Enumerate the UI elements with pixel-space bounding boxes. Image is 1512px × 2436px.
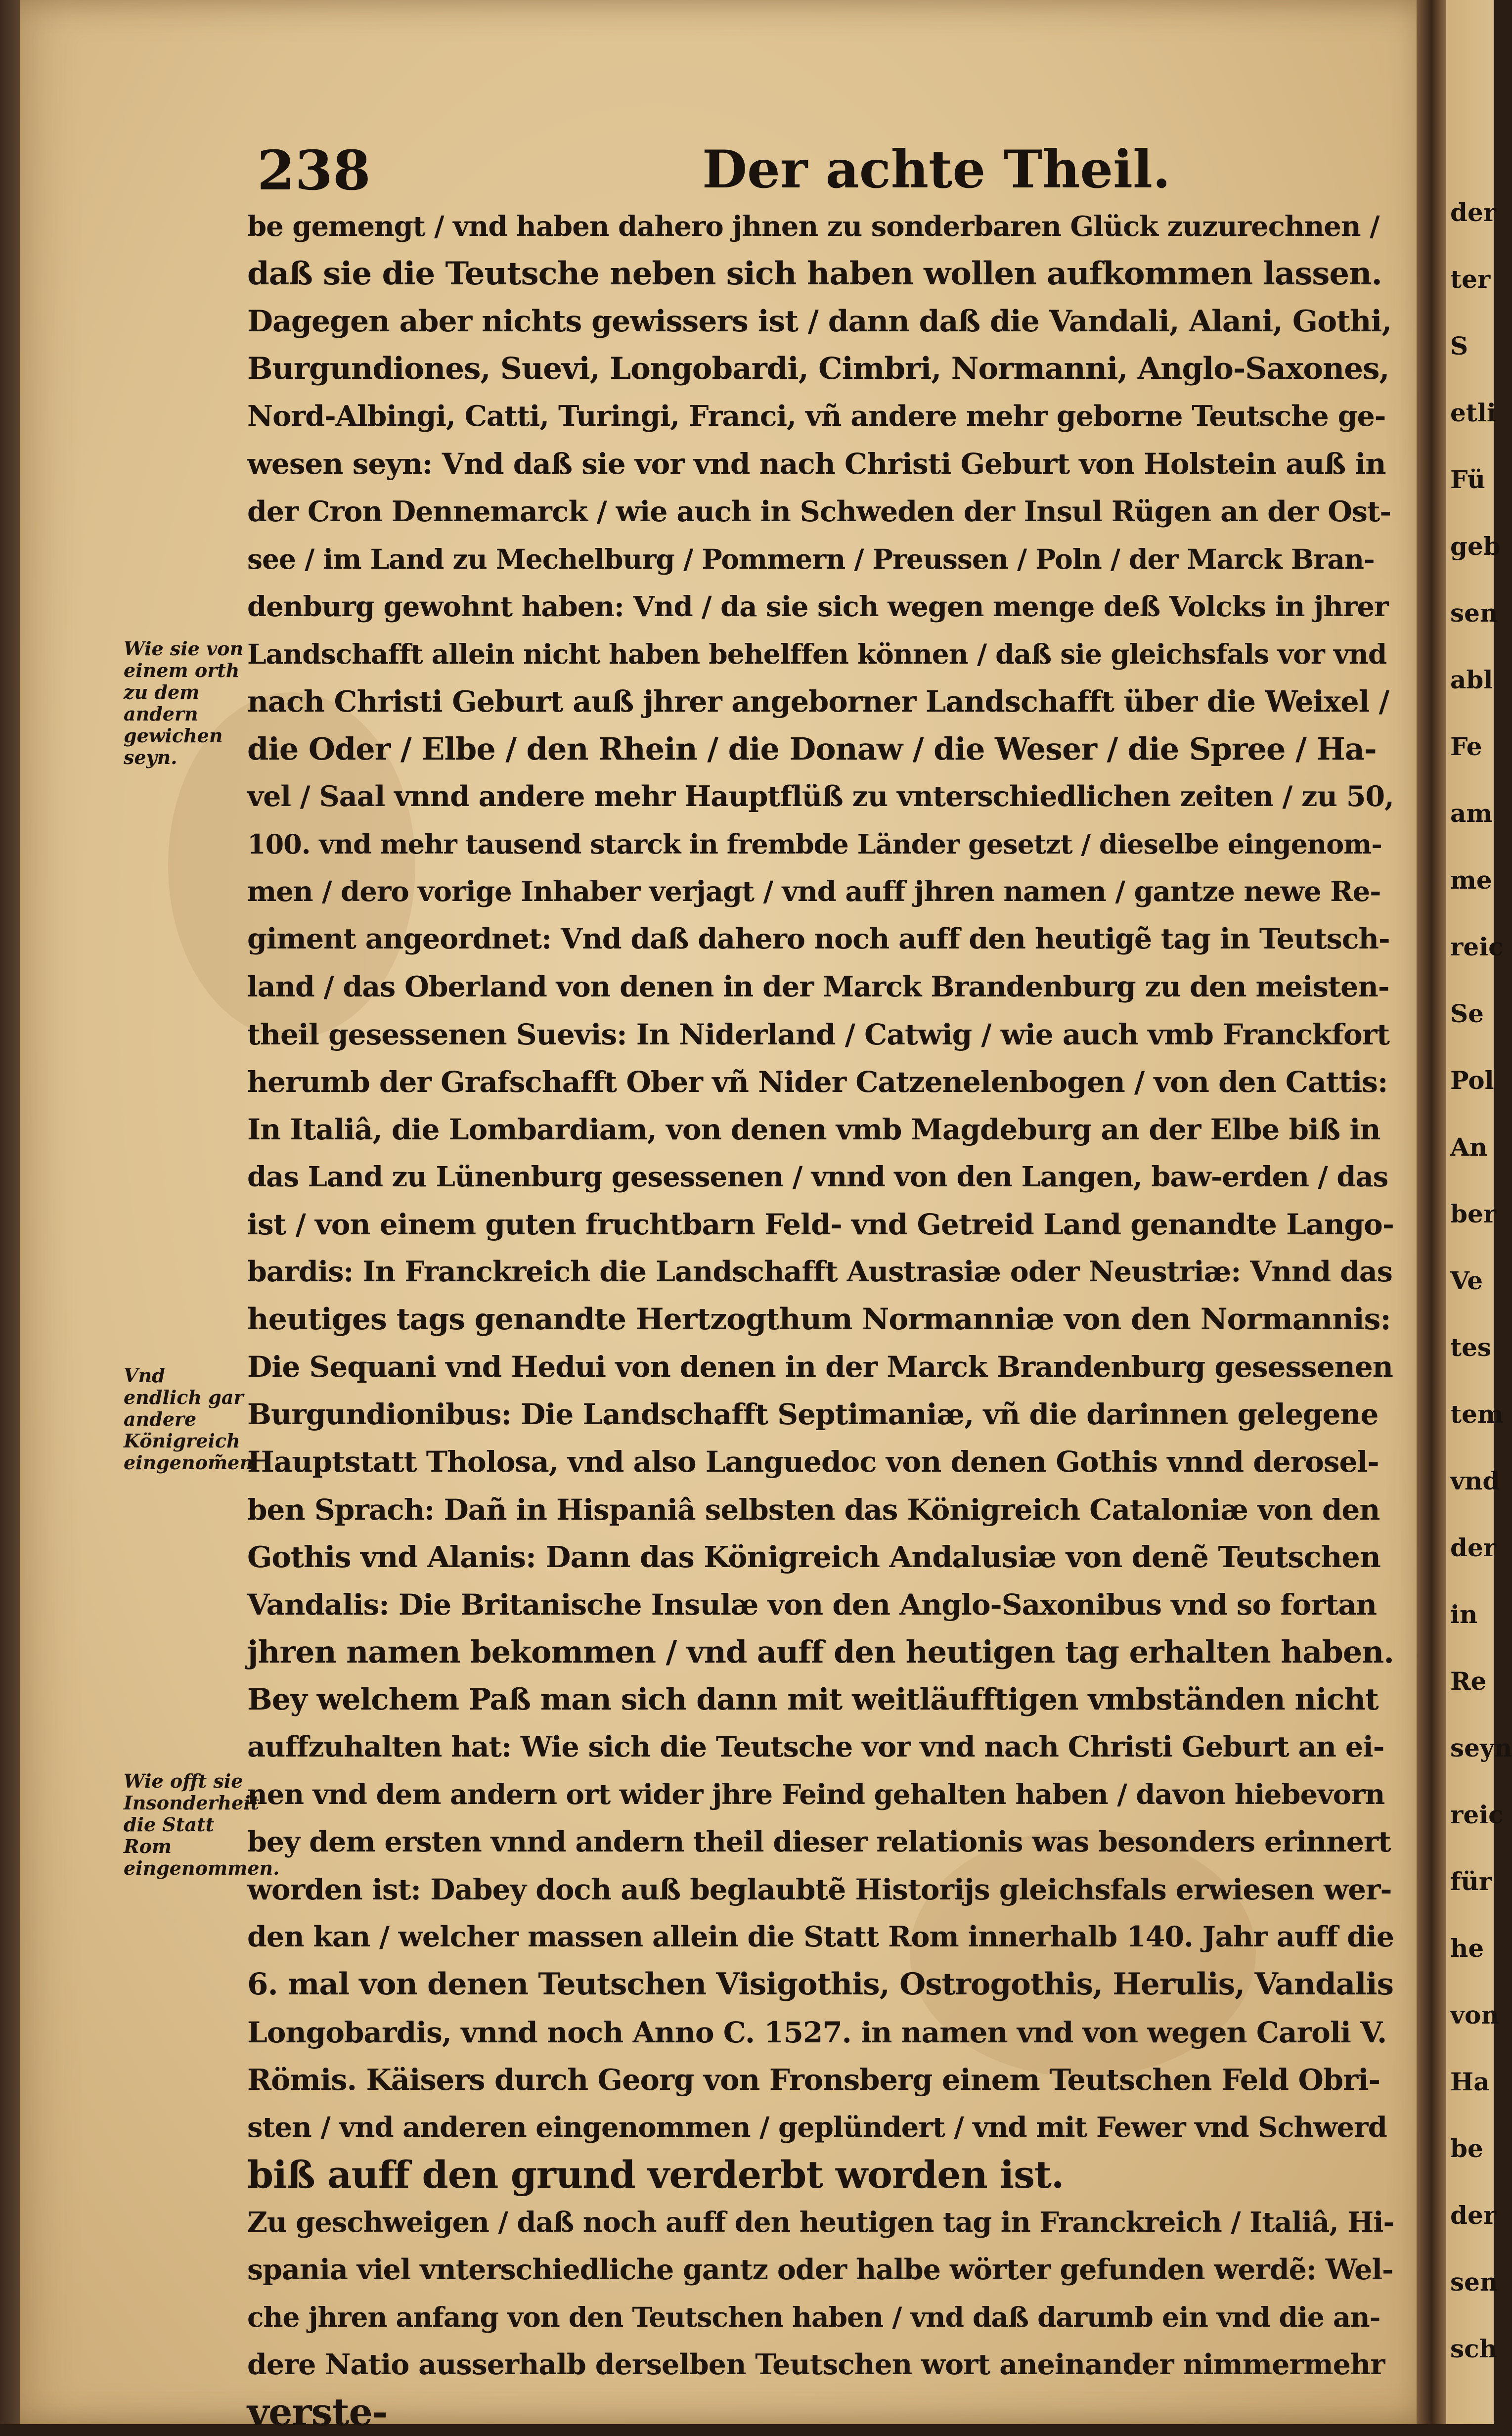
- text-line: bey dem ersten vnnd andern theil dieser relationis was besonders erinnert: [247, 1825, 1391, 1859]
- text-line: nen vnd dem andern ort wider jhre Feind gehalten haben / davon hiebevorn: [247, 1778, 1385, 1811]
- margin-note: Wie sie von einem orth zu dem andern gewichen seyn.: [124, 637, 244, 768]
- next-page-fragment: seyn: [1450, 1733, 1512, 1762]
- next-page-fragment: Re: [1450, 1667, 1487, 1696]
- text-line: Longobardis, vnnd noch Anno C. 1527. in namen vnd von wegen Caroli V.: [247, 2015, 1387, 2049]
- next-page-fragment: S: [1450, 331, 1468, 361]
- text-line: Die Sequani vnd Hedui von denen in der Marck Brandenburg gesessenen: [247, 1350, 1393, 1384]
- book-gutter: [1417, 0, 1446, 2424]
- next-page-fragment: ter: [1450, 265, 1491, 294]
- text-line: men / dero vorige Inhaber verjagt / vnd auff jhren namen / gantze newe Re-: [247, 875, 1381, 908]
- margin-note: Wie offt sie Insonderheit die Statt Rom eingenommen.: [124, 1770, 280, 1879]
- next-page-fragment: Fü: [1450, 465, 1485, 494]
- next-page-fragment: Ve: [1450, 1266, 1483, 1295]
- body-text: [247, 203, 1394, 2436]
- next-page-fragment: Pol: [1450, 1066, 1494, 1095]
- page-header: [257, 138, 1384, 203]
- next-page-fragment: be: [1450, 2134, 1483, 2163]
- text-line: land / das Oberland von denen in der Marck Brandenburg zu den meisten-: [247, 970, 1389, 1003]
- next-page-fragment: Ha: [1450, 2067, 1490, 2096]
- next-page-fragment: abl: [1450, 665, 1493, 694]
- next-page-fragment: der: [1450, 1533, 1497, 1562]
- text-line: nach Christi Geburt auß jhrer angeborner Landschafft über die Weixel /: [247, 684, 1389, 719]
- next-page-fragment: der: [1450, 198, 1497, 227]
- text-line: see / im Land zu Mechelburg / Pommern / Preussen / Poln / der Marck Bran-: [247, 542, 1375, 575]
- next-page-fragment: für: [1450, 1867, 1492, 1896]
- next-page-fragment: ber: [1450, 1199, 1497, 1228]
- text-line: spania viel vnterschiedliche gantz oder halbe wörter gefunden werdẽ: Wel-: [247, 2253, 1393, 2287]
- text-line: Zu geschweigen / daß noch auff den heutigen tag in Franckreich / Italiâ, Hi-: [247, 2206, 1394, 2239]
- text-line: Römis. Käisers durch Georg von Fronsberg einem Teutschen Feld Obri-: [247, 2062, 1380, 2097]
- text-line: theil gesessenen Suevis: In Niderland / Catwig / wie auch vmb Franckfort: [247, 1017, 1390, 1051]
- next-page-fragment: Fe: [1450, 732, 1482, 761]
- next-page-fragment: sch: [1450, 2334, 1497, 2363]
- text-line: giment angeordnet: Vnd daß dahero noch auff den heutigẽ tag in Teutsch-: [247, 922, 1390, 956]
- text-line: Landschafft allein nicht haben behelffen können / daß sie gleichsfals vor vnd: [247, 637, 1387, 670]
- next-page-fragment: der: [1450, 2201, 1497, 2230]
- text-line: die Oder / Elbe / den Rhein / die Donaw / die Weser / die Spree / Ha-: [247, 731, 1377, 767]
- text-line: sten / vnd anderen eingenommen / geplündert / vnd mit Fewer vnd Schwerd: [247, 2111, 1387, 2144]
- next-page-fragment: geb: [1450, 532, 1501, 561]
- next-page-fragment: me: [1450, 865, 1492, 895]
- next-page-fragment: tem: [1450, 1399, 1504, 1429]
- next-page-fragment: vnd: [1450, 1466, 1500, 1495]
- text-line: wesen seyn: Vnd daß sie vor vnd nach Christi Geburt von Holstein auß in: [247, 447, 1386, 481]
- next-page-edge: [1446, 0, 1512, 2424]
- next-page-fragment: sen: [1450, 598, 1498, 628]
- next-page-fragment: von: [1450, 2000, 1499, 2030]
- text-line: 6. mal von denen Teutschen Visigothis, Ostrogothis, Herulis, Vandalis: [247, 1967, 1393, 2002]
- text-line: worden ist: Dabey doch auß beglaubtẽ Historijs gleichsfals erwiesen wer-: [247, 1873, 1392, 1907]
- text-line: den kan / welcher massen allein die Statt Rom innerhalb 140. Jahr auff die: [247, 1920, 1394, 1954]
- margin-note: Vnd endlich gar andere Königreich eingenom̃en: [124, 1364, 253, 1474]
- text-line: Bey welchem Paß man sich dann mit weitläufftigen vmbständen nicht: [247, 1682, 1379, 1717]
- text-line: che jhren anfang von den Teutschen haben / vnd daß darumb ein vnd die an-: [247, 2301, 1380, 2334]
- text-line: 100. vnd mehr tausend starck in frembde Länder gesetzt / dieselbe eingenom-: [247, 828, 1382, 860]
- text-line: Nord-Albingi, Catti, Turingi, Franci, vñ andere mehr geborne Teutsche ge-: [247, 400, 1386, 433]
- text-line: verste-: [247, 2390, 388, 2435]
- next-page-fragment: in: [1450, 1600, 1478, 1629]
- next-page-fragment: reic: [1450, 932, 1504, 961]
- text-line: Vandalis: Die Britanische Insulæ von den Anglo-Saxonibus vnd so fortan: [247, 1587, 1377, 1622]
- text-line: vel / Saal vnnd andere mehr Hauptflüß zu vnterschiedlichen zeiten / zu 50,: [247, 780, 1394, 813]
- next-page-fragment: An: [1450, 1132, 1488, 1162]
- text-line: der Cron Dennemarck / wie auch in Schweden der Insul Rügen an der Ost-: [247, 495, 1391, 528]
- text-line: Gothis vnd Alanis: Dann das Königreich Andalusiæ von denẽ Teutschen: [247, 1539, 1380, 1574]
- next-page-fragment: he: [1450, 1934, 1484, 1963]
- next-page-fragment: Se: [1450, 999, 1484, 1028]
- next-page-fragment: am: [1450, 799, 1493, 828]
- text-line: In Italiâ, die Lombardiam, von denen vmb Magdeburg an der Elbe biß in: [247, 1112, 1380, 1146]
- text-line: ben Sprach: Dañ in Hispaniâ selbsten das Königreich Cataloniæ von den: [247, 1492, 1380, 1527]
- text-line: herumb der Grafschafft Ober vñ Nider Catzenelenbogen / von den Cattis:: [247, 1065, 1388, 1099]
- text-line: biß auff den grund verderbt worden ist.: [247, 2152, 1064, 2197]
- text-line: Burgundionibus: Die Landschafft Septimaniæ, vñ die darinnen gelegene: [247, 1398, 1379, 1432]
- text-line: bardis: In Franckreich die Landschafft Austrasiæ oder Neustriæ: Vnnd das: [247, 1255, 1392, 1289]
- text-line: dere Natio ausserhalb derselben Teutschen wort aneinander nimmermehr: [247, 2348, 1385, 2382]
- text-line: heutiges tags genandte Hertzogthum Normanniæ von den Normannis:: [247, 1302, 1391, 1337]
- running-title: Der achte Theil.: [702, 138, 1171, 200]
- text-line: ist / von einem guten fruchtbarn Feld- vnd Getreid Land genandte Lango-: [247, 1207, 1394, 1241]
- next-page-fragment: reic: [1450, 1800, 1504, 1829]
- next-page-fragment: tes: [1450, 1333, 1492, 1362]
- text-line: Dagegen aber nichts gewissers ist / dann daß die Vandali, Alani, Gothi,: [247, 304, 1392, 339]
- next-page-fragment: etli: [1450, 398, 1496, 427]
- text-line: Hauptstatt Tholosa, vnd also Languedoc von denen Gothis vnnd derosel-: [247, 1445, 1379, 1479]
- text-line: auffzuhalten hat: Wie sich die Teutsche vor vnd nach Christi Geburt an ei-: [247, 1730, 1384, 1763]
- text-line: be gemengt / vnd haben dahero jhnen zu sonderbaren Glück zuzurechnen /: [247, 210, 1379, 243]
- text-line: daß sie die Teutsche neben sich haben wollen aufkommen lassen.: [247, 255, 1382, 293]
- next-page-fragment: sen: [1450, 2267, 1498, 2297]
- text-line: jhren namen bekommen / vnd auff den heutigen tag erhalten haben.: [247, 1633, 1394, 1670]
- text-line: denburg gewohnt haben: Vnd / da sie sich wegen menge deß Volcks in jhrer: [247, 590, 1388, 623]
- text-line: Burgundiones, Suevi, Longobardi, Cimbri, Normanni, Anglo-Saxones,: [247, 351, 1389, 387]
- text-line: das Land zu Lünenburg gesessenen / vnnd von den Langen, baw-erden / das: [247, 1160, 1388, 1193]
- page-number: 238: [257, 138, 371, 202]
